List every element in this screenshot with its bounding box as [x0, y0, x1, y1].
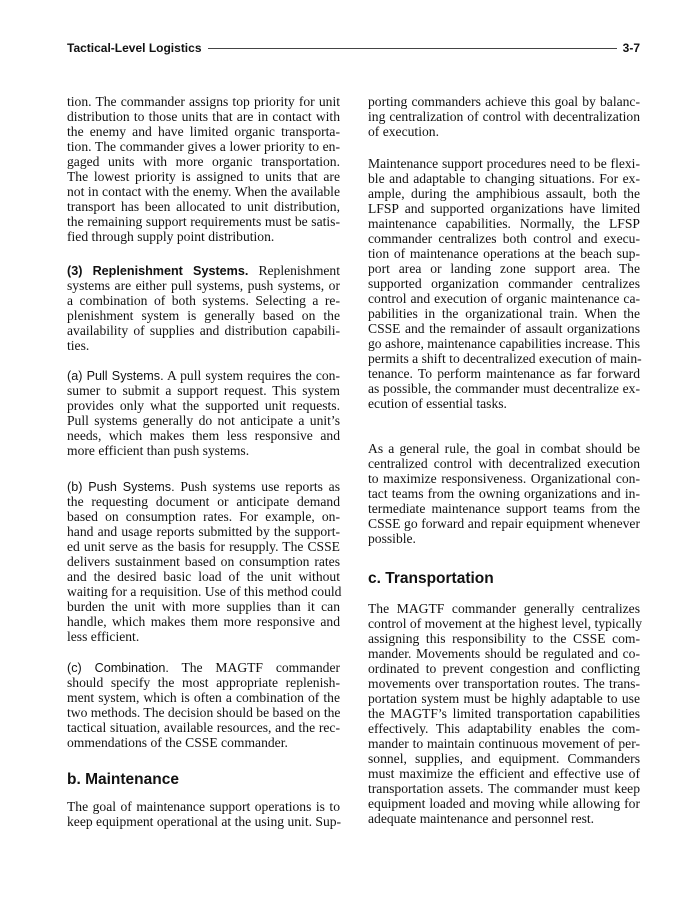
text-line: control and execution of organic maintenance ca-: [368, 291, 640, 306]
text-line: fied through supply point distribution.: [67, 229, 275, 244]
text-line: tion. The commander gives a lower priority to en-: [67, 139, 340, 154]
text-line: supported organization commander centralizes: [368, 276, 640, 291]
running-header-title: Tactical-Level Logistics: [67, 41, 202, 55]
text-line: Pull systems generally do not anticipate a unit’s: [67, 413, 340, 428]
text-line: waiting for a requisition. Use of this method could: [67, 584, 342, 599]
text-line: effectively. This adaptability enables the com-: [368, 721, 640, 736]
text-line: the MAGTF’s limited transportation capabilities: [368, 706, 640, 721]
text-line: As a general rule, the goal in combat should be: [368, 441, 640, 456]
text-line: ed unit serve as the basis for resupply. The CSSE: [67, 539, 340, 554]
paragraph-lead-in: (a) Pull Systems.: [67, 369, 164, 383]
text-line: CSSE go forward and repair equipment whenever: [368, 516, 640, 531]
text-line: tenance. To perform maintenance as far forward: [368, 366, 640, 381]
text-line: assigning this responsibility to the CSSE com-: [368, 631, 640, 646]
text-line: tactical situation, available resources, and the rec-: [67, 720, 340, 735]
text-line: the remaining support requirements must be satis-: [67, 214, 340, 229]
text-line: [67, 368, 340, 383]
text-line: ample, during the amphibious assault, both the: [368, 186, 640, 201]
text-line: sumer to submit a support request. This system: [67, 383, 340, 398]
text-line: ble and adaptable to changing situations. For ex-: [368, 171, 640, 186]
text-line: centralized control with decentralized execution: [368, 456, 640, 471]
text-line: distribution to those units that are in contact with: [67, 109, 340, 124]
text-line-rest: A pull system requires the con-: [163, 368, 340, 383]
text-line: transportation assets. The commander must keep: [368, 781, 640, 796]
text-line: tion. The commander assigns top priority for unit: [67, 94, 340, 109]
paragraph-replenishment: [67, 263, 340, 353]
text-line: movements over transportation routes. The trans-: [368, 676, 640, 691]
text-line: LFSP and supported organizations have limited: [368, 201, 640, 216]
text-line: porting commanders achieve this goal by balanc-: [368, 94, 640, 109]
text-line: pabilities in the organizational train. When the: [368, 306, 640, 321]
text-line: CSSE and the remainder of assault organizations: [368, 321, 640, 336]
text-line: gaged units with more organic transportation.: [67, 154, 340, 169]
text-line: as possible, the commander must decentralize ex-: [368, 381, 640, 396]
text-line: maintenance capabilities. Normally, the LFSP: [368, 216, 640, 231]
text-line: The goal of maintenance support operations is to: [67, 799, 340, 814]
paragraph-unit-distribution: [67, 94, 340, 244]
paragraph-push: [67, 479, 340, 644]
text-line: go ashore, maintenance capabilities increase. This: [368, 336, 640, 351]
text-line: possible.: [368, 531, 416, 546]
text-line: [67, 263, 340, 278]
text-line: Maintenance support procedures need to be flexi-: [368, 156, 640, 171]
text-line: provides only what the supported unit requests.: [67, 398, 340, 413]
text-line: plenishment system is generally based on the: [67, 308, 340, 323]
paragraph-lead-in: (c) Combination.: [67, 661, 169, 675]
text-line: should specify the most appropriate replenish-: [67, 675, 340, 690]
text-line: a combination of both systems. Selecting a re-: [67, 293, 340, 308]
paragraph-maintenance-goal: [67, 799, 340, 829]
text-line-rest: The MAGTF commander: [168, 660, 341, 675]
section-heading-transportation: c. Transportation: [368, 570, 494, 587]
text-line: two methods. The decision should be based on the: [67, 705, 341, 720]
paragraph-combat-rule: [368, 441, 640, 546]
text-line: ment system, which is often a combination of the: [67, 690, 340, 705]
text-line: more efficient than push systems.: [67, 443, 250, 458]
text-line: mander to maintain continuous movement of per-: [368, 736, 640, 751]
section-heading-maintenance: b. Maintenance: [67, 771, 179, 788]
text-line: The MAGTF commander generally centralizes: [368, 601, 640, 616]
text-line: handle, which makes them more responsive and: [67, 614, 340, 629]
text-line: keep equipment operational at the using unit. Sup-: [67, 814, 342, 829]
text-line: hand and usage reports submitted by the support-: [67, 524, 340, 539]
text-line: transport has been allocated to unit distribution,: [67, 199, 340, 214]
text-line: sonnel, supplies, and equipment. Commanders: [368, 751, 640, 766]
text-line: must maximize the efficient and effective use of: [368, 766, 640, 781]
text-line: equipment loaded and moving while allowing for: [368, 796, 640, 811]
text-line: not in contact with the enemy. When the available: [67, 184, 340, 199]
paragraph-combination: [67, 660, 340, 750]
text-line: tion of maintenance operations at the beach sup-: [368, 246, 640, 261]
text-line: needs, which makes them less responsive and: [67, 428, 340, 443]
text-line: based on consumption rates. For example, on-: [67, 509, 340, 524]
text-line: mander. Movements should be regulated and co-: [368, 646, 640, 661]
text-line: the requesting document or anticipate demand: [67, 494, 340, 509]
text-line-rest: Replenishment: [248, 263, 340, 278]
text-line: systems are either pull systems, push systems, or: [67, 278, 340, 293]
text-line: ties.: [67, 338, 90, 353]
text-line: delivers sustainment based on consumption rates: [67, 554, 340, 569]
page-number: 3-7: [622, 41, 640, 55]
text-line: ordinated to prevent congestion and conflicting: [368, 661, 640, 676]
text-line: ecution of essential tasks.: [368, 396, 507, 411]
text-line: to maximize responsiveness. Organizational con-: [368, 471, 640, 486]
text-line: commander centralizes both control and execu-: [368, 231, 640, 246]
text-line: and the desired basic load of the unit without: [67, 569, 340, 584]
text-line: [67, 479, 340, 494]
paragraph-pull: [67, 368, 340, 458]
text-line: port area or landing zone support area. The: [368, 261, 640, 276]
text-line: less efficient.: [67, 629, 140, 644]
text-line: control of movement at the highest level, typically: [368, 616, 643, 631]
paragraph-lead-in: (3) Replenishment Systems.: [67, 264, 249, 278]
paragraph-maintenance-procedures: [368, 156, 640, 411]
paragraph-transportation: [368, 601, 643, 826]
text-line: adequate maintenance and personnel rest.: [368, 811, 595, 826]
text-line: permits a shift to decentralized execution of main-: [368, 351, 642, 366]
text-line: portation system must be highly adaptable to use: [368, 691, 640, 706]
text-line: of execution.: [368, 124, 439, 139]
text-line: availability of supplies and distribution capabili-: [67, 323, 340, 338]
paragraph-lead-in: (b) Push Systems.: [67, 480, 175, 494]
text-line-rest: Push systems use reports as: [174, 479, 340, 494]
paragraph-maintenance-goal-cont: [368, 94, 640, 139]
text-line: The lowest priority is assigned to units that are: [67, 169, 340, 184]
text-line: termediate maintenance support teams from the: [368, 501, 640, 516]
header-rule: [208, 48, 617, 49]
text-line: ing centralization of control with decentralization: [368, 109, 640, 124]
text-line: [67, 660, 340, 675]
running-header: [67, 40, 640, 56]
text-line: the enemy and have limited organic transporta-: [67, 124, 340, 139]
text-line: tact teams from the owning organizations and in-: [368, 486, 640, 501]
text-line: burden the unit with more supplies than it can: [67, 599, 340, 614]
text-line: ommendations of the CSSE commander.: [67, 735, 288, 750]
